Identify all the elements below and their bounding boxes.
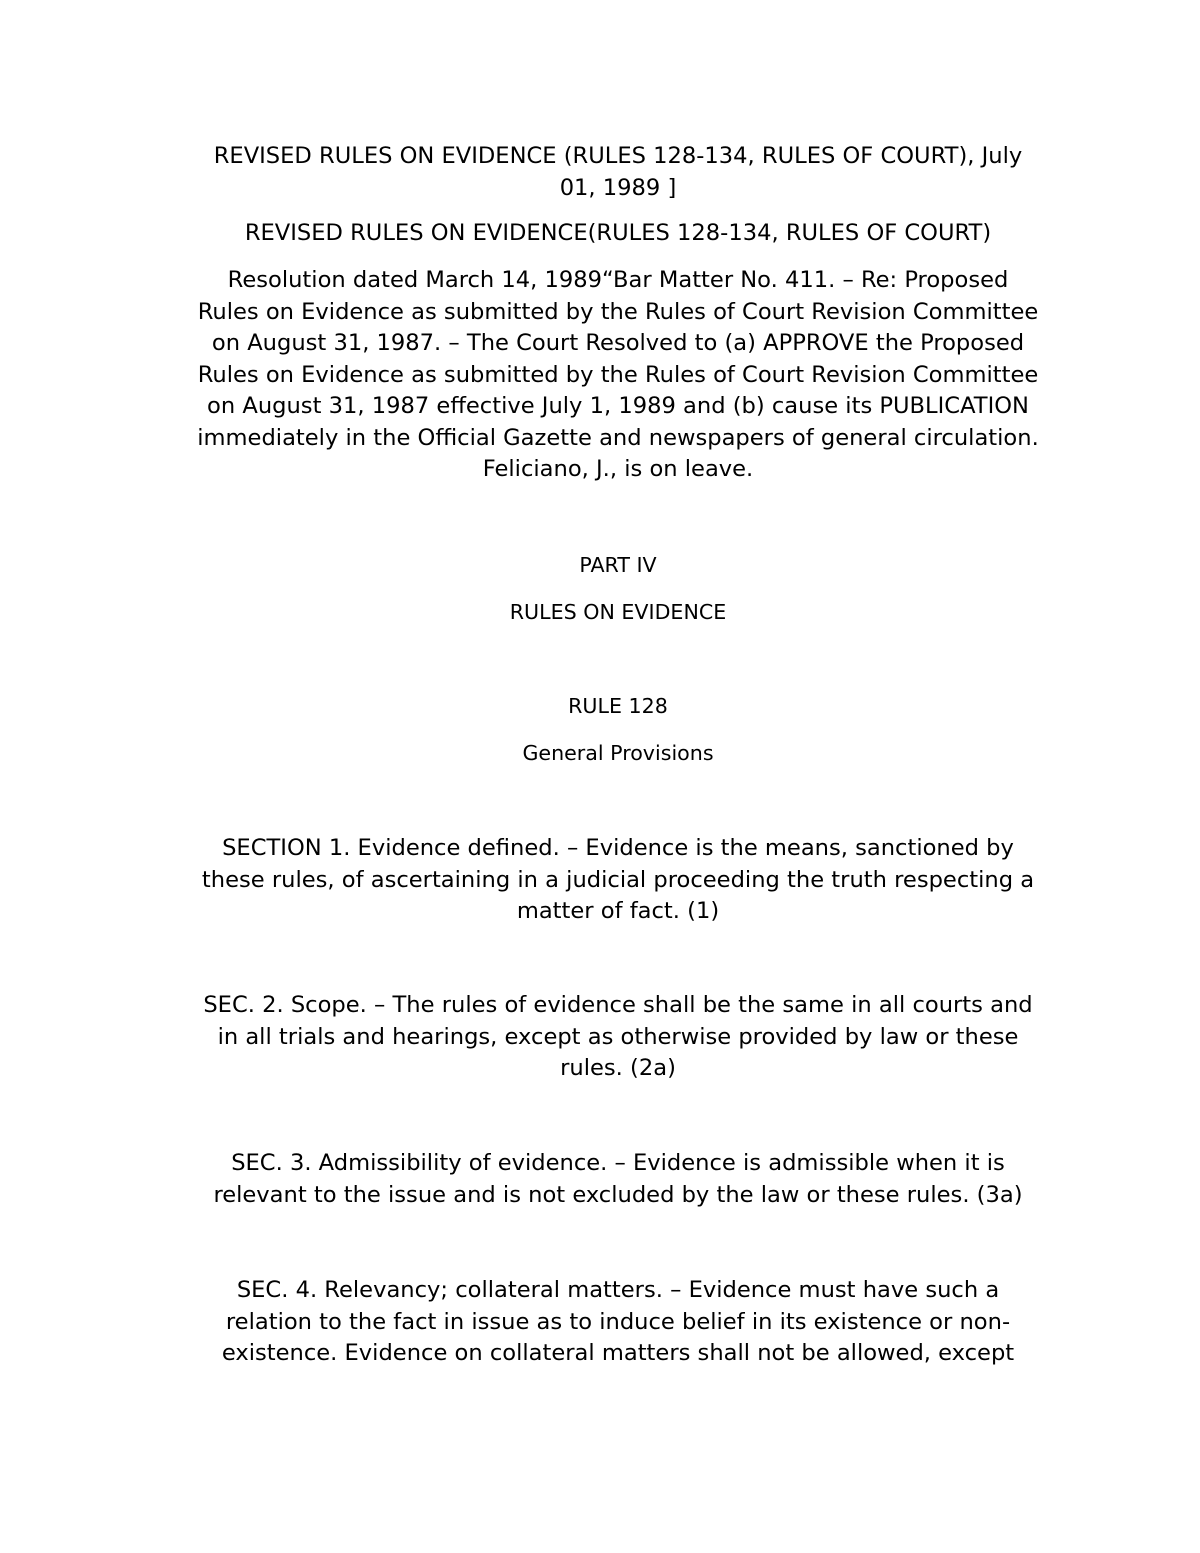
section-line: matter of fact. (1) — [516, 898, 720, 924]
section-3 — [175, 1148, 1061, 1211]
subtitle-line: REVISED RULES ON EVIDENCE(RULES 128-134, RULES OF COURT) — [244, 220, 992, 246]
section-line: SEC. 4. Relevancy; collateral matters. – Evidence must have such a — [236, 1277, 1000, 1303]
part-heading-text: PART IV — [579, 553, 657, 577]
section-line: in all trials and hearings, except as otherwise provided by law or these — [217, 1023, 1019, 1050]
resolution-line: on August 31, 1987 effective July 1, 1989 and (b) cause its PUBLICATION — [207, 393, 1029, 419]
document-title — [175, 141, 1061, 204]
part-title-text: RULES ON EVIDENCE — [509, 600, 727, 624]
section-1 — [175, 833, 1061, 928]
resolution-line: Resolution dated March 14, 1989“Bar Matter No. 411. – Re: Proposed — [227, 267, 1009, 293]
document-subtitle — [175, 218, 1061, 250]
rule-heading — [175, 691, 1061, 723]
resolution-line: on August 31, 1987. – The Court Resolved to (a) APPROVE the Proposed — [211, 330, 1025, 356]
rule-title-text: General Provisions — [522, 741, 714, 765]
section-line: SEC. 2. Scope. – The rules of evidence shall be the same in all courts and — [203, 992, 1033, 1018]
rule-heading-text: RULE 128 — [568, 694, 668, 718]
section-line: SEC. 3. Admissibility of evidence. – Evidence is admissible when it is — [231, 1150, 1005, 1176]
section-line: relation to the fact in issue as to induce belief in its existence or non- — [225, 1308, 1011, 1335]
resolution-line: Rules on Evidence as submitted by the Rules of Court Revision Committee — [197, 298, 1039, 325]
part-heading — [175, 550, 1061, 582]
section-line: SECTION 1. Evidence defined. – Evidence is the means, sanctioned by — [222, 835, 1014, 861]
section-line: existence. Evidence on collateral matters shall not be allowed, except — [221, 1340, 1015, 1366]
part-title — [175, 597, 1061, 629]
resolution-line: Rules on Evidence as submitted by the Rules of Court Revision Committee — [197, 361, 1039, 388]
section-4 — [175, 1275, 1061, 1370]
resolution-line: Feliciano, J., is on leave. — [482, 456, 754, 482]
title-line: 01, 1989 ] — [559, 174, 677, 201]
section-line: these rules, of ascertaining in a judicial proceeding the truth respecting a — [201, 866, 1035, 893]
resolution-paragraph — [175, 265, 1061, 486]
section-line: rules. (2a) — [560, 1055, 676, 1081]
section-2 — [175, 990, 1061, 1085]
resolution-line: immediately in the Official Gazette and newspapers of general circulation. — [197, 424, 1039, 451]
rule-title — [175, 738, 1061, 770]
section-line: relevant to the issue and is not excluded by the law or these rules. (3a) — [213, 1181, 1023, 1208]
title-line: REVISED RULES ON EVIDENCE (RULES 128-134, RULES OF COURT), July — [213, 143, 1023, 169]
